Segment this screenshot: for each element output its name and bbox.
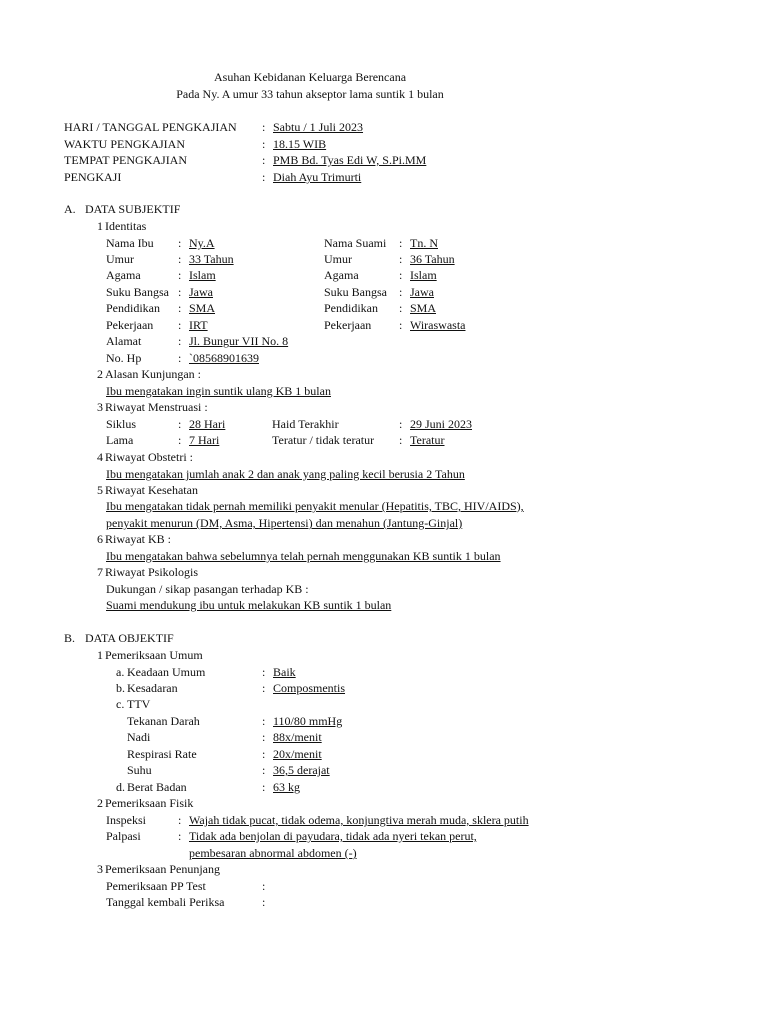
keadaan-value: Baik xyxy=(273,665,296,679)
colon: : xyxy=(399,236,403,250)
kesehatan-heading: Riwayat Kesehatan xyxy=(105,483,198,497)
kb-text: Ibu mengatakan bahwa sebelumnya telah pernah menggunakan KB suntik 1 bulan xyxy=(106,549,501,563)
alasan-heading: Alasan Kunjungan : xyxy=(105,367,201,381)
pengkaji-label: PENGKAJI xyxy=(64,170,122,184)
colon: : xyxy=(178,301,182,315)
sub-marker: d. xyxy=(116,780,125,794)
colon: : xyxy=(178,417,182,431)
colon: : xyxy=(262,120,266,134)
section-b-marker: B. xyxy=(64,631,76,645)
colon: : xyxy=(178,829,182,843)
item-number: 4 xyxy=(97,450,103,464)
sub-marker: c. xyxy=(116,697,125,711)
suhu-label: Suhu xyxy=(127,763,152,777)
colon: : xyxy=(399,285,403,299)
agama-label: Agama xyxy=(106,268,141,282)
rr-label: Respirasi Rate xyxy=(127,747,197,761)
section-a-heading: DATA SUBJEKTIF xyxy=(85,202,181,216)
nadi-label: Nadi xyxy=(127,730,151,744)
tanggal-kembali-label: Tanggal kembali Periksa xyxy=(106,895,225,909)
teratur-label: Teratur / tidak teratur xyxy=(272,433,375,447)
suku-label: Suku Bangsa xyxy=(324,285,387,299)
pekerjaan-label: Pekerjaan xyxy=(106,318,154,332)
pengkaji-value: Diah Ayu Trimurti xyxy=(273,170,362,184)
umur-label: Umur xyxy=(324,252,352,266)
bb-value: 63 kg xyxy=(273,780,300,794)
pp-test-label: Pemeriksaan PP Test xyxy=(106,879,206,893)
psikologis-subheading: Dukungan / sikap pasangan terhadap KB : xyxy=(106,582,309,596)
colon: : xyxy=(178,351,182,365)
pendidikan-ibu-value: SMA xyxy=(189,301,216,315)
umur-suami-value: 36 Tahun xyxy=(410,252,455,266)
item-number: 5 xyxy=(97,483,103,497)
umur-label: Umur xyxy=(106,252,134,266)
inspeksi-value: Wajah tidak pucat, tidak odema, konjungtiva merah muda, sklera putih xyxy=(189,813,529,827)
colon: : xyxy=(262,763,266,777)
agama-suami-value: Islam xyxy=(410,268,437,282)
tempat-label: TEMPAT PENGKAJIAN xyxy=(64,153,188,167)
kesadaran-label: Kesadaran xyxy=(127,681,178,695)
agama-ibu-value: Islam xyxy=(189,268,216,282)
pekerjaan-ibu-value: IRT xyxy=(189,318,208,332)
colon: : xyxy=(399,318,403,332)
menstruasi-heading: Riwayat Menstruasi : xyxy=(105,400,208,414)
nama-ibu-label: Nama Ibu xyxy=(106,236,154,250)
section-a-marker: A. xyxy=(64,202,76,216)
item-number: 1 xyxy=(97,648,103,662)
colon: : xyxy=(262,895,266,909)
palpasi-label: Palpasi xyxy=(106,829,141,843)
nama-suami-label: Nama Suami xyxy=(324,236,387,250)
item-number: 2 xyxy=(97,367,103,381)
nadi-value: 88x/menit xyxy=(273,730,322,744)
item-number: 7 xyxy=(97,565,103,579)
tempat-value: PMB Bd. Tyas Edi W, S.Pi.MM xyxy=(273,153,427,167)
hari-label: HARI / TANGGAL PENGKAJIAN xyxy=(64,120,237,134)
lama-label: Lama xyxy=(106,433,134,447)
item-number: 6 xyxy=(97,532,103,546)
colon: : xyxy=(178,236,182,250)
colon: : xyxy=(262,747,266,761)
pemeriksaan-fisik-heading: Pemeriksaan Fisik xyxy=(105,796,194,810)
haid-value: 29 Juni 2023 xyxy=(410,417,473,431)
colon: : xyxy=(399,268,403,282)
haid-label: Haid Terakhir xyxy=(272,417,339,431)
colon: : xyxy=(262,780,266,794)
item-number: 3 xyxy=(97,400,103,414)
kesehatan-line-1: Ibu mengatakan tidak pernah memiliki penyakit menular (Hepatitis, TBC, HIV/AIDS), xyxy=(106,499,524,513)
colon: : xyxy=(399,252,403,266)
pekerjaan-label: Pekerjaan xyxy=(324,318,372,332)
bb-label: Berat Badan xyxy=(127,780,187,794)
document-title: Asuhan Kebidanan Keluarga Berencana xyxy=(213,70,407,84)
hari-value: Sabtu / 1 Juli 2023 xyxy=(273,120,364,134)
hp-label: No. Hp xyxy=(106,351,142,365)
sub-marker: b. xyxy=(116,681,125,695)
nama-suami-value: Tn. N xyxy=(410,236,438,250)
pendidikan-label: Pendidikan xyxy=(324,301,378,315)
alamat-value: Jl. Bungur VII No. 8 xyxy=(189,334,289,348)
hp-value: `08568901639 xyxy=(189,351,259,365)
nama-ibu-value: Ny.A xyxy=(189,236,215,250)
suku-ibu-value: Jawa xyxy=(189,285,213,299)
siklus-label: Siklus xyxy=(106,417,137,431)
sub-marker: a. xyxy=(116,665,125,679)
kb-heading: Riwayat KB : xyxy=(105,532,171,546)
alasan-text: Ibu mengatakan ingin suntik ulang KB 1 bulan xyxy=(106,384,331,398)
item-number: 3 xyxy=(97,862,103,876)
colon: : xyxy=(178,813,182,827)
section-b-heading: DATA OBJEKTIF xyxy=(85,631,174,645)
agama-label: Agama xyxy=(324,268,359,282)
colon: : xyxy=(262,714,266,728)
psikologis-text: Suami mendukung ibu untuk melakukan KB suntik 1 bulan xyxy=(106,598,392,612)
identitas-heading: Identitas xyxy=(105,219,147,233)
waktu-label: WAKTU PENGKAJIAN xyxy=(64,137,185,151)
suhu-value: 36,5 derajat xyxy=(273,763,330,777)
colon: : xyxy=(178,268,182,282)
item-number: 2 xyxy=(97,796,103,810)
colon: : xyxy=(399,301,403,315)
colon: : xyxy=(399,433,403,447)
kesadaran-value: Composmentis xyxy=(273,681,346,695)
colon: : xyxy=(262,681,266,695)
suku-label: Suku Bangsa xyxy=(106,285,169,299)
document-subtitle: Pada Ny. A umur 33 tahun akseptor lama suntik 1 bulan xyxy=(176,87,444,101)
colon: : xyxy=(178,334,182,348)
colon: : xyxy=(262,730,266,744)
waktu-value: 18.15 WIB xyxy=(273,137,327,151)
obstetri-heading: Riwayat Obstetri : xyxy=(105,450,193,464)
colon: : xyxy=(399,417,403,431)
kesehatan-line-2: penyakit menurun (DM, Asma, Hipertensi) dan menahun (Jantung-Ginjal) xyxy=(106,516,463,530)
lama-value: 7 Hari xyxy=(189,433,220,447)
colon: : xyxy=(262,879,266,893)
rr-value: 20x/menit xyxy=(273,747,322,761)
palpasi-line-2: pembesaran abnormal abdomen (-) xyxy=(189,846,357,860)
pendidikan-suami-value: SMA xyxy=(410,301,437,315)
ttv-label: TTV xyxy=(127,697,151,711)
alamat-label: Alamat xyxy=(106,334,142,348)
colon: : xyxy=(178,252,182,266)
keadaan-label: Keadaan Umum xyxy=(127,665,206,679)
palpasi-line-1: Tidak ada benjolan di payudara, tidak ada nyeri tekan perut, xyxy=(189,829,477,843)
colon: : xyxy=(178,318,182,332)
siklus-value: 28 Hari xyxy=(189,417,226,431)
colon: : xyxy=(262,170,266,184)
pemeriksaan-penunjang-heading: Pemeriksaan Penunjang xyxy=(105,862,220,876)
colon: : xyxy=(262,137,266,151)
td-value: 110/80 mmHg xyxy=(273,714,343,728)
colon: : xyxy=(262,665,266,679)
td-label: Tekanan Darah xyxy=(127,714,200,728)
psikologis-heading: Riwayat Psikologis xyxy=(105,565,199,579)
suku-suami-value: Jawa xyxy=(410,285,434,299)
pendidikan-label: Pendidikan xyxy=(106,301,160,315)
pekerjaan-suami-value: Wiraswasta xyxy=(410,318,466,332)
item-number: 1 xyxy=(97,219,103,233)
umur-ibu-value: 33 Tahun xyxy=(189,252,234,266)
obstetri-text: Ibu mengatakan jumlah anak 2 dan anak yang paling kecil berusia 2 Tahun xyxy=(106,467,465,481)
teratur-value: Teratur xyxy=(410,433,445,447)
colon: : xyxy=(178,285,182,299)
colon: : xyxy=(178,433,182,447)
pemeriksaan-umum-heading: Pemeriksaan Umum xyxy=(105,648,203,662)
inspeksi-label: Inspeksi xyxy=(106,813,146,827)
colon: : xyxy=(262,153,266,167)
